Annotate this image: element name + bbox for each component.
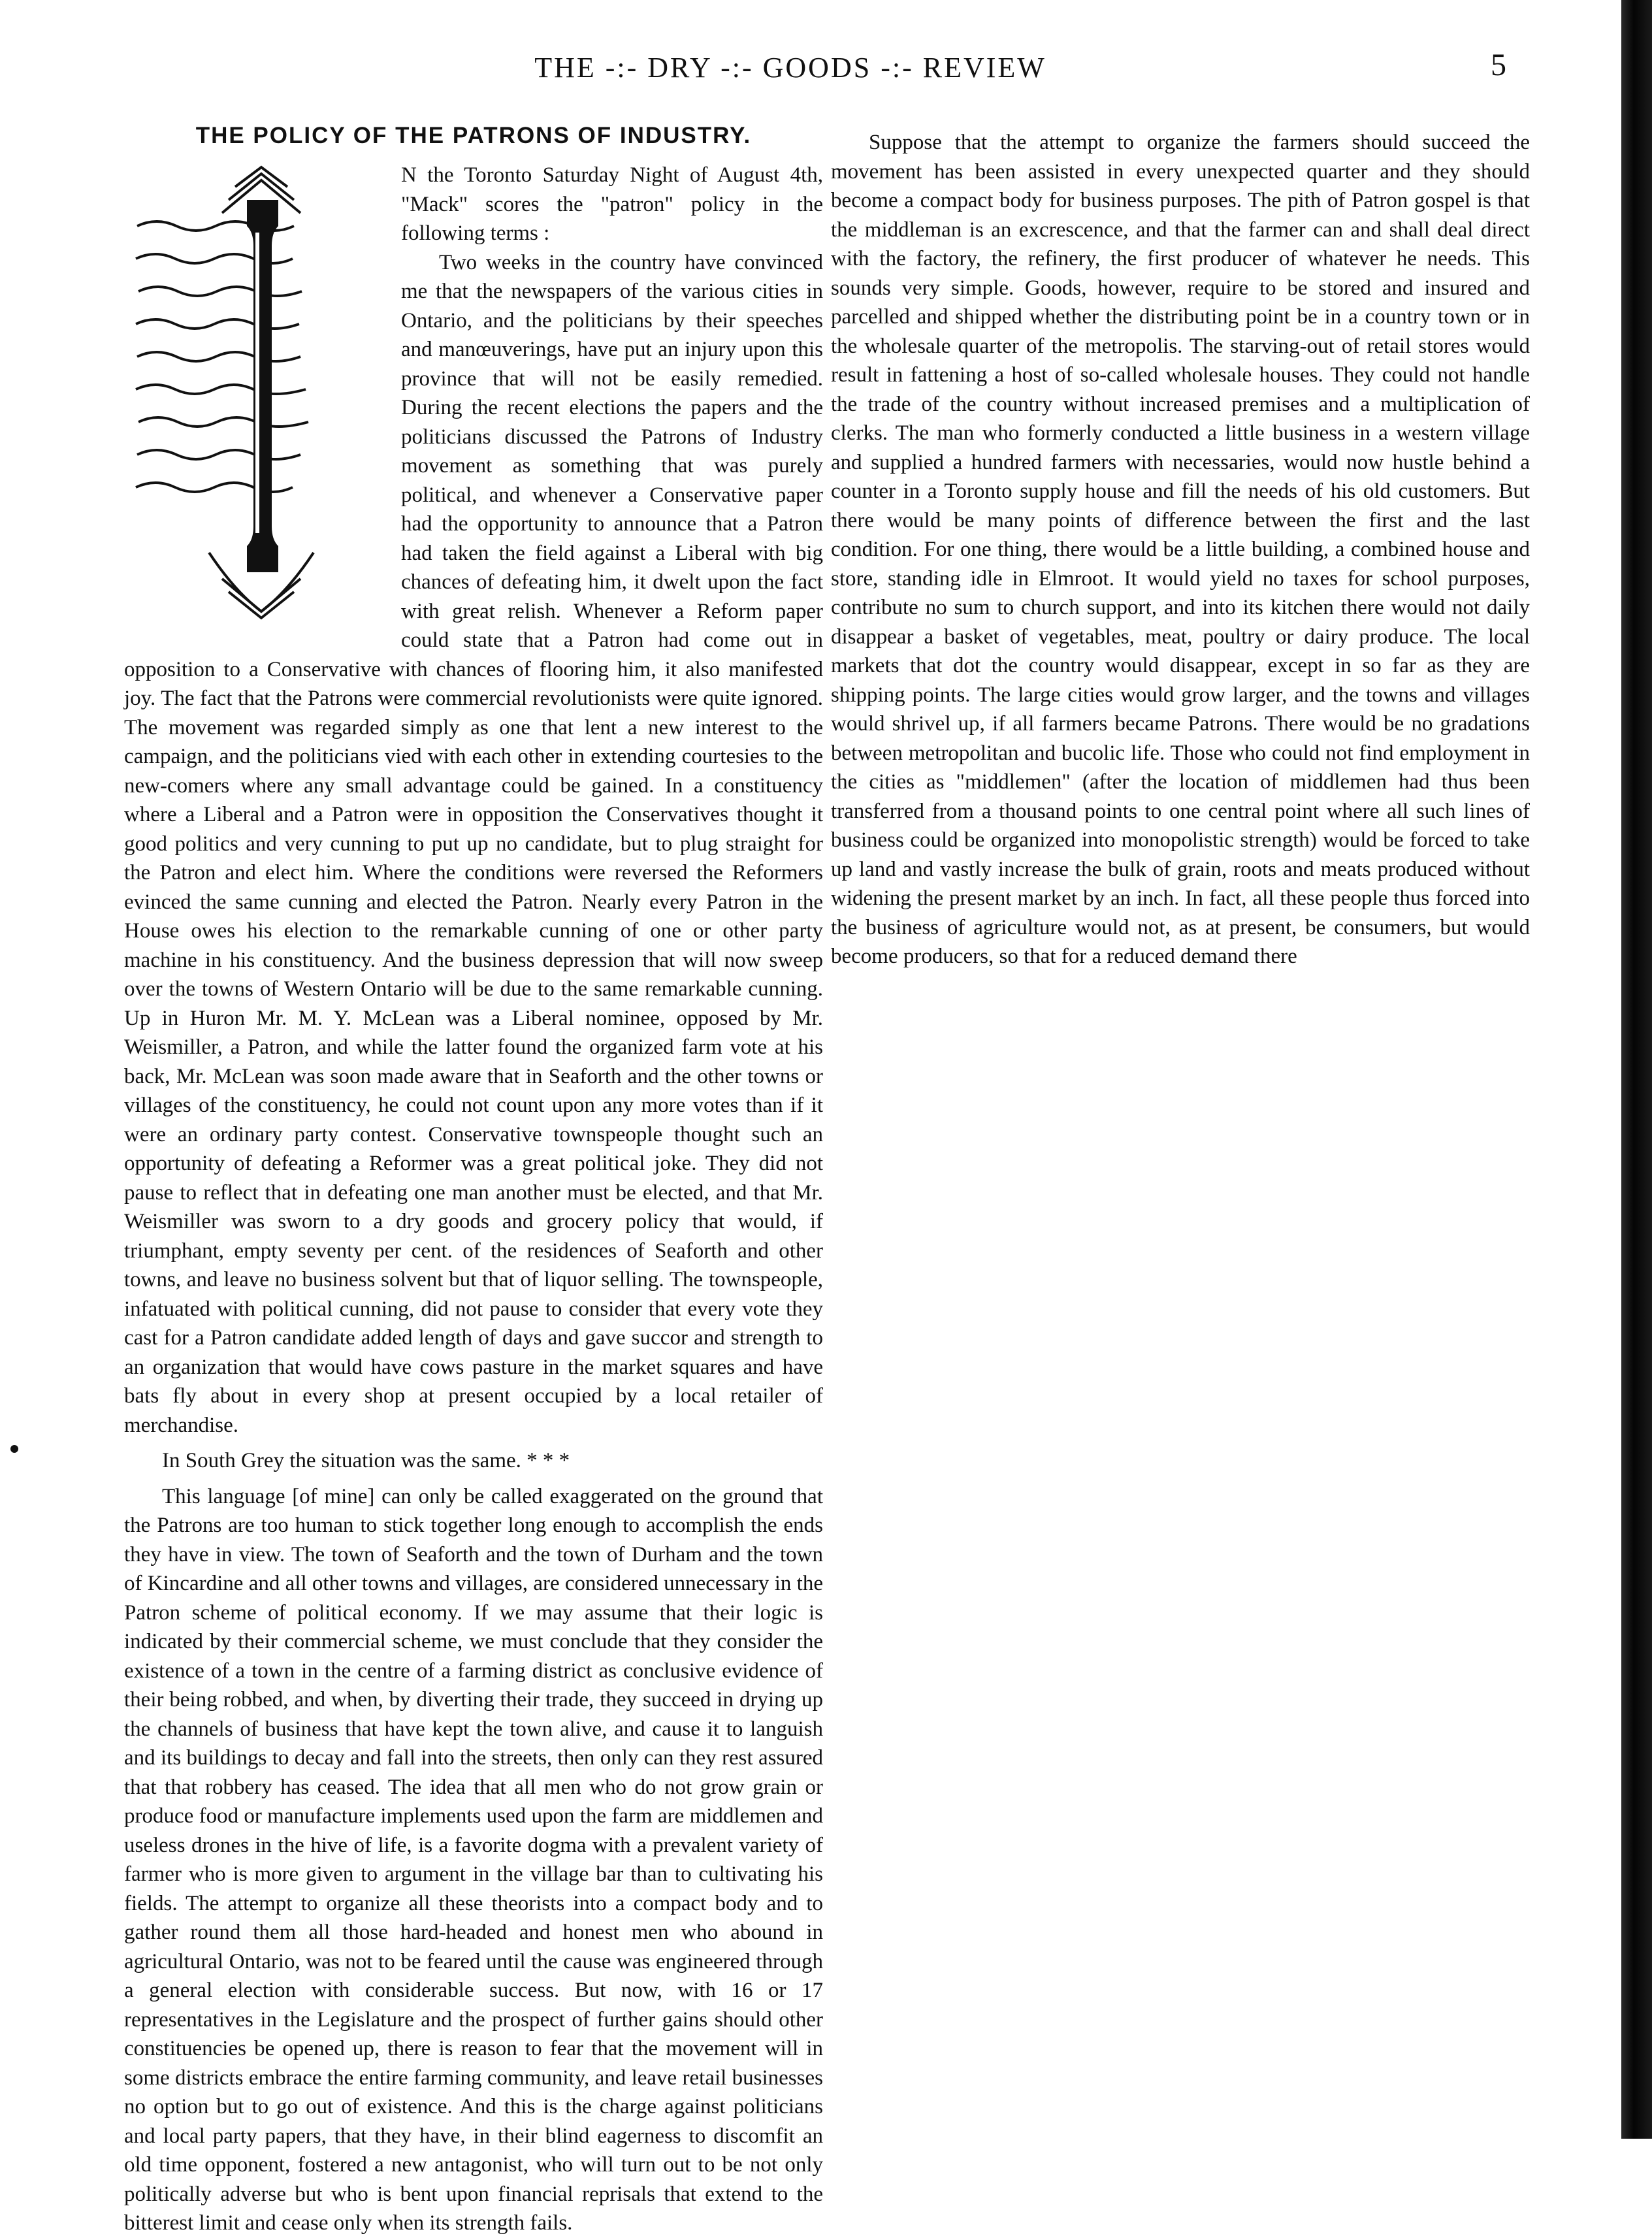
decorative-initial-i — [124, 161, 388, 623]
body-paragraph: This language [of mine] can only be called exaggerated on the ground that the Patrons are too human to stick together long enough to accomplish the ends they have in view. The town of Seaforth and the town of Durham and the town of Kincardine and all other towns and villages, are considered unnecessary in the Patron scheme of political economy. If we may assume that their logic is indicated by their commercial scheme, we must conclude that they consider the existence of a town in the centre of a farming district as conclusive evidence of their being robbed, and when, by diverting their trade, they succeed in drying up the channels of business that have kept the town alive, and cause it to languish and its buildings to decay and fall into the streets, then only can they rest assured that that robbery has ceased. The idea that all men who do not grow grain or produce food or manufacture implements used upon the farm are middlemen and useless drones in the hive of life, is a favorite dogma with a prevalent variety of farmer who is more given to argument in the village bar than to cultivating his fields. The attempt to organize all these theorists into a compact body and to gather round them all those hard-headed and honest men who abound in agricultural Ontario, was not to be feared until the cause was engineered through a general election with considerable success. But now, with 16 or 17 representatives in the Legislature and the prospect of further gains should other constituencies be opened up, there is reason to fear that the movement will in some districts embrace the entire farming community, and leave retail businesses no option but to go out of existence. And this is the charge against politicians and local party papers, that they have, in their blind eagerness to discomfit an old time opponent, fostered a new antagonist, who will turn out to be not only politically adverse but who is bent upon financial reprisals that extend to the bitterest limit and cease only when its strength fails. — [124, 1484, 823, 2235]
running-head: THE -:- DRY -:- GOODS -:- REVIEW — [534, 52, 1046, 84]
article-lead: N the Toronto Saturday Night of August 4th, "Mack" scores the "patron" policy in the following terms : — [401, 163, 823, 245]
body-paragraph: Suppose that the attempt to organize the farmers should succeed the movement has been assisted in every unexpected quarter and they should become a compact body for business purposes. The pith of Patron gospel is that the middleman is an excrescence, and that the farmer can and shall deal direct with the factory, the refinery, the first producer of whatever he needs. This sounds very simple. Goods, however, require to be stored and insured and parcelled and shipped whether the distributing point be in a country town or in the wholesale quarter of the metropolis. The starving-out of retail stores would result in fattening a host of so-called wholesale houses. They could not handle the trade of the country without increased premises and a multiplication of clerks. The man who formerly conducted a little business in a western village and supplied a hundred farmers with necessaries, would now hustle behind a counter in a Toronto supply house and fill the needs of his old customers. But there would be many points of difference between the first and the last condition. For one thing, there would be a little building, a combined house and store, standing idle in Elmroot. It would yield no taxes for school purposes, contribute no sum to church support, and into its kitchen there would not daily disappear a basket of vegetables, meat, poultry or dairy produce. The local markets that dot the country would disappear, except in so far as they are shipping points. The large cities would grow larger, and the towns and villages would shrivel up, if all farmers became Patrons. There would be no gradations between metropolitan and bucolic life. Those who could not find employment in the cities as "middlemen" (after the location of middlemen had thus been transferred from a thousand points to one central point where all such lines of business could be organized into monopolistic strength) would be forced to take up land and vastly increase the bulk of grain, roots and meats produced without widening the present market by an inch. In fact, all these people thus forced into the business of agriculture would not, as at present, be consumers, but would become producers, so that for a reduced demand there — [831, 131, 1530, 968]
article-title: THE POLICY OF THE PATRONS OF INDUSTRY. — [195, 123, 752, 148]
page-number: 5 — [1491, 48, 1506, 82]
margin-mark — [10, 1445, 18, 1453]
quoted-paragraph: Two weeks in the country have convinced me that the newspapers of the various cities in Ontario, and the politicians by their speeches and manœuverings, have put an injury upon this province that will not be easily remedied. During the recent elections the papers and the politicians discussed the Patrons of Industry movement as something that was purely political, and whenever a Conservative paper had the opportunity to announce that a Patron had taken the field against a Liberal with big chances of defeating him, it dwelt upon the fact with great relish. Whenever a Reform paper could state that a Patron had come out in opposition to a Conservative with chances of flooring him, it also manifested joy. The fact that the Patrons were commercial revolutionists were quite ignored. The movement was regarded simply as one that lent a new interest to the campaign, and the politicians vied with each other in extending courtesies to the new-comers where any small advantage could be gained. In a constituency where a Liberal and a Patron were in opposition the Conservatives thought it good politics and very cunning to put up no candidate, but to plug straight for the Patron and elect him. Where the conditions were reversed the Reformers evinced the same cunning and elected the Patron. Nearly every Patron in the House owes his election to the remarkable cunning of one or other party machine in his constituency. And the business depression that will now sweep over the towns of Western Ontario will be due to the same remarkable cunning. Up in Huron Mr. M. Y. McLean was a Liberal nominee, opposed by Mr. Weismiller, a Patron, and while the latter found the organized farm vote at his back, Mr. McLean was soon made aware that in Seaforth and the other towns or villages of the constituency, he could not count upon any more votes than if it were an ordinary party contest. Conservative townspeople thought such an opportunity of defeating a Reformer was a great political joke. They did not pause to reflect that in defeating one man another must be elected, and that Mr. Weismiller was sworn to a dry goods and grocery policy that would, if triumphant, empty seventy per cent. of the residences of Seaforth and other towns, and leave no business solvent but that of liquor selling. The townspeople, infatuated with political cunning, did not pause to consider that every vote they cast for a Patron candidate added length of days and gave succor and strength to an organization that would have cows pasture in the market squares and have bats fly about in every shop at present occupied by a local retailer of merchandise. — [124, 250, 823, 1437]
left-column — [124, 122, 823, 2235]
page-edge-shadow — [1621, 0, 1652, 2139]
right-column — [831, 122, 1530, 2101]
quoted-paragraph: In South Grey the situation was the same. * * * — [162, 1449, 570, 1472]
